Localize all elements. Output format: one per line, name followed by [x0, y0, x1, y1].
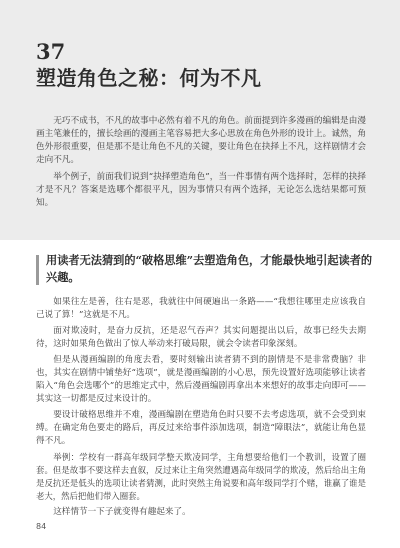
body-paragraph: 这样情节一下子就变得有趣起来了。 — [53, 507, 191, 517]
chapter-number: 37 — [36, 39, 66, 64]
body-paragraph: 面对欺凌时，是奋力反抗，还是忍气吞声？其实问题提出以后，故事已经失去期待，这时如果角色做出了惊人举动来打破局限，就会令读者印象深刻。 — [36, 326, 366, 349]
intro-content — [36, 115, 366, 214]
body-paragraph: 但是从漫画编剧的角度去看，要时刻输出读者猜不到的剧情是不是非常费脑？非也，其实在剧情中铺垫好“选项”，就是漫画编剧的小心思，预先设置好选项能够让读者陷入“角色会选哪个”的思维定式中，然后漫画编剧再拿出本来想好的故事走向即可——其实这一切都是反过来设计的。 — [36, 355, 366, 404]
intro-paragraph: 举个例子，前面我们说到“抉择塑造角色”，当一件事情有两个选择时，怎样的抉择才是不凡？答案是选哪个都很平凡，因为事情只有两个选择，无论怎么选结果都可预知。 — [36, 172, 366, 208]
body-paragraph: 要设计破格思维并不难，漫画编剧在塑造角色时只要不去考虑选项，就不会受到束缚。在确定角色要走的路后，再反过来给事件添加选项，制造“障眼法”，就能让角色显得不凡。 — [36, 410, 366, 446]
key-point: 用读者无法猜到的“破格思维”去塑造角色，才能最快地引起读者的兴趣。 — [36, 252, 378, 286]
body-paragraph: 如果往左是善，往右是恶，我就往中间硬遍出一条路——“我想往哪里走应该我自己说了算！”这就是不凡。 — [36, 297, 366, 320]
chapter-header — [0, 0, 400, 99]
page-number: 84 — [36, 522, 47, 531]
chapter-title: 塑造角色之秘：何为不凡 — [36, 66, 262, 90]
body-text — [36, 296, 366, 522]
intro-paragraph: 无巧不成书，不凡的故事中必然有着不凡的角色。前面提到许多漫画的编辑是由漫画主笔兼任的，擅长绘画的漫画主笔容易把大多心思放在角色外形的设计上。诚然，角色外形很重要，但是那不是让角色不凡的关键，要让角色在抉择上不凡，这样剧情才会走向不凡。 — [36, 116, 366, 165]
example-paragraph: 举例：学校有一群高年级同学整天欺凌同学，主角想要给他们一个教训，设置了圈套。但是故事不要这样去直叙，反过来让主角突然遭遇高年级同学的欺凌，然后给出主角是反抗还是低头的选项让读者猜测，此时突然主角说要和高年级同学打个赌，谁赢了谁是老大，然后把他们带入圈套。 — [36, 452, 366, 501]
intro-section — [0, 99, 400, 240]
